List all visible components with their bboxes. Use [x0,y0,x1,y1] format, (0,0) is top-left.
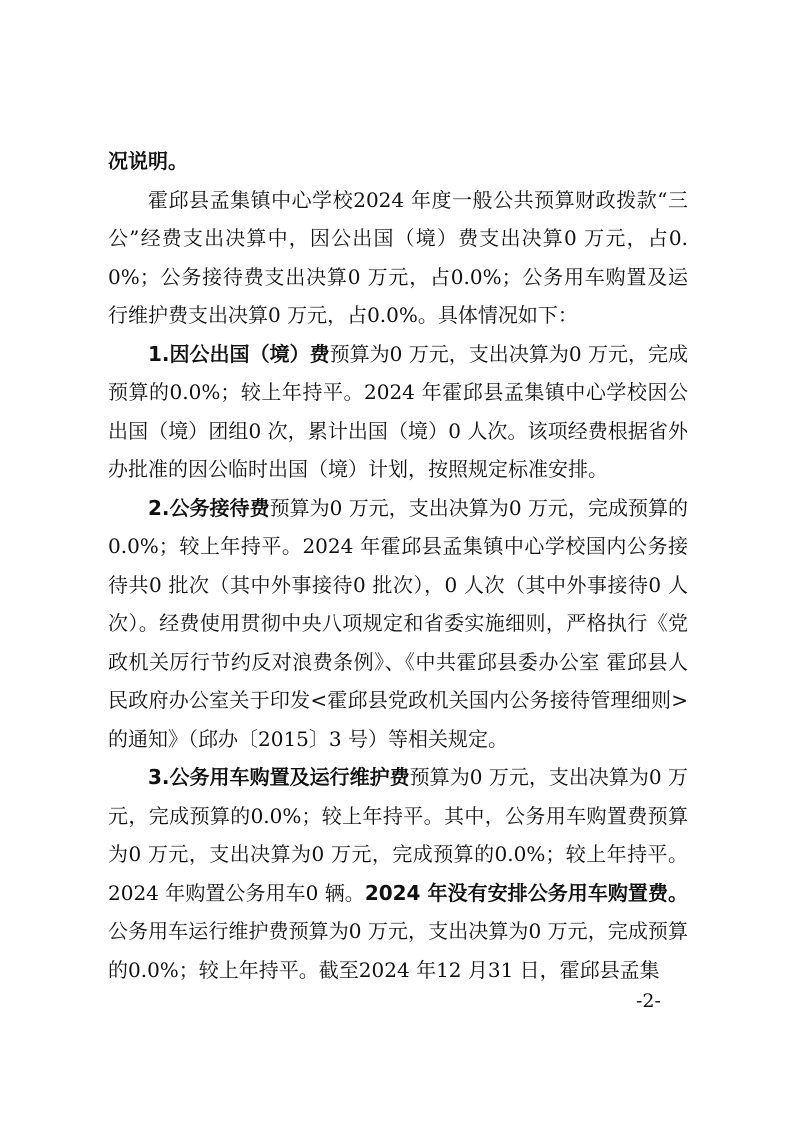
section-travel-heading: 1.因公出国（境）费 [148,341,330,366]
section-vehicle-text-bold: 2024 年没有安排公务用车购置费。 [364,880,688,905]
section-reception-heading: 2.公务接待费 [148,495,270,520]
section-travel [108,335,688,489]
section-vehicle [108,758,688,989]
section-vehicle-text-a: 预算为0 万元，支出决算为0 万元，完成预算的0.0%；较上年持平。其中，公务用车购置费预算为0 万元，支出决算为0 万元，完成预算的0.0%；较上年持平。2024 年购置公务用车0 辆。 [108,765,688,905]
section-vehicle-text-b: 公务用车运行维护费预算为0 万元，支出决算为0 万元，完成预算的0.0%；较上年持平。截至2024 年12 月31 日，霍邱县孟集 [108,919,688,982]
section-travel-text: 预算为0 万元，支出决算为0 万元，完成预算的0.0%；较上年持平。2024 年霍邱县孟集镇中心学校因公出国（境）团组0 次，累计出国（境）0 人次。该项经费根据省外办批准的因公临时出国（境）计划，按照规定标准安排。 [108,341,688,481]
intro-tail [108,142,688,181]
section-vehicle-heading: 3.公务用车购置及运行维护费 [148,765,410,789]
page-number: -2- [636,990,661,1012]
summary-paragraph: 霍邱县孟集镇中心学校2024 年度一般公共预算财政拨款“三公”经费支出决算中，因公出国（境）费支出决算0 万元，占0.0%；公务接待费支出决算0 万元，占0.0%；公务用车购置及运行维护费支出决算0 万元，占0.0%。具体情况如下： [108,187,688,327]
section-reception-text: 预算为0 万元，支出决算为0 万元，完成预算的0.0%；较上年持平。2024 年霍邱县孟集镇中心学校国内公务接待共0 批次（其中外事接待0 批次），0 人次（其中外事接待0 人次）。经费使用贯彻中央八项规定和省委实施细则，严格执行《党政机关厉行节约反对浪费条例》、《中共霍邱县委办公室 霍邱县人民政府办公室关于印发<霍邱县党政机关国内公务接待管理细则>的通知》（邱办〔2015〕3 号）等相关规定。 [108,495,688,751]
section-reception [108,489,688,759]
intro-tail-text: 况说明。 [108,149,188,173]
document-body [108,142,688,989]
